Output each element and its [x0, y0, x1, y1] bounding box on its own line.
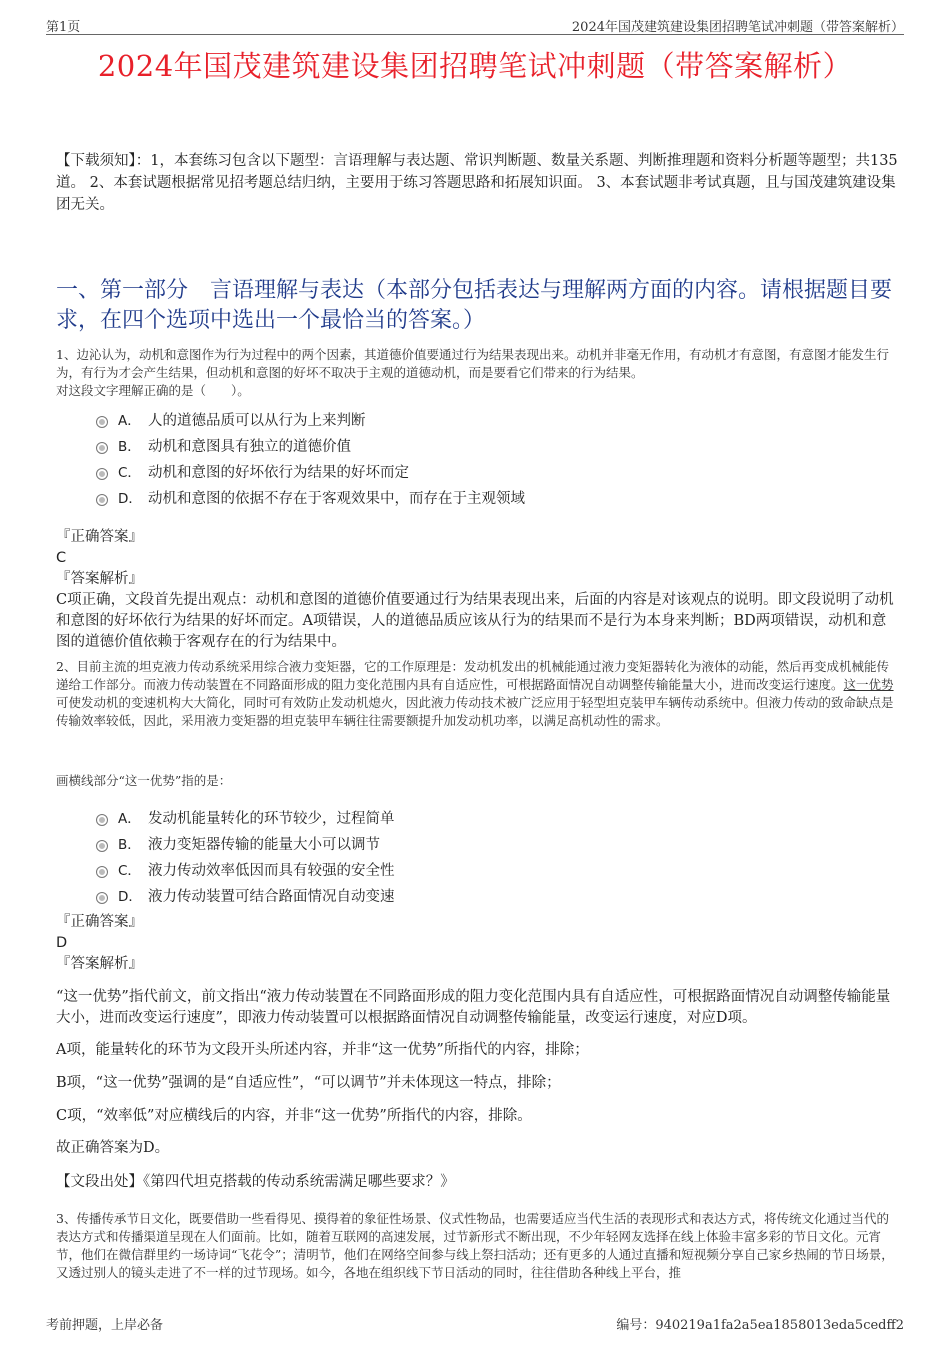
option-text: 液力变矩器传输的能量大小可以调节 [148, 836, 380, 853]
page-header [46, 14, 904, 35]
analysis-heading: 『答案解析』 [56, 571, 143, 587]
footer-serial: 编号：940219a1fa2a5ea1858013eda5cedff2 [616, 1318, 904, 1333]
correct-answer: D [56, 935, 68, 951]
radio-icon[interactable] [96, 814, 108, 826]
option-a[interactable] [96, 406, 856, 432]
radio-icon[interactable] [96, 866, 108, 878]
question-2-text-b: 可使发动机的变速机构大大简化，同时可有效防止发动机熄火，因此液力传动技术被广泛应用于轻型坦克装甲车辆传动系统中。但液力传动的致命缺点是传输效率较低，因此，采用液力变矩器的坦克装甲车辆往往需要额提升加发动机功率，以满足高机动性的需求。 [56, 695, 894, 728]
passage-source: 【文段出处】《第四代坦克搭载的传动系统需满足哪些要求？》 [56, 1174, 455, 1190]
radio-icon[interactable] [96, 442, 108, 454]
section-heading: 一、第一部分 言语理解与表达（本部分包括表达与理解两方面的内容。请根据题目要求，在四个选项中选出一个最恰当的答案。） [56, 278, 893, 333]
question-2-answer-block [56, 912, 898, 975]
question-2-prompt: 画横线部分“这一优势”指的是： [56, 773, 232, 788]
option-label: C． [118, 863, 141, 879]
option-text: 动机和意图具有独立的道德价值 [148, 438, 351, 455]
analysis-conclusion: 故正确答案为D。 [56, 1140, 170, 1156]
radio-icon[interactable] [96, 494, 108, 506]
question-1-text: 1、边沁认为，动机和意图作为行为过程中的两个因素，其道德价值要通过行为结果表现出来。动机并非毫无作用，有动机才有意图，有意图才能发生行为，有行为才会产生结果，但动机和意图的好坏不取决于主观的道德动机，而是要看它们带来的行为结果。 [56, 347, 889, 380]
answer-heading: 『正确答案』 [56, 914, 143, 930]
underlined-phrase: 这一优势 [843, 677, 894, 692]
option-label: D． [118, 491, 142, 507]
answer-heading: 『正确答案』 [56, 529, 143, 545]
question-1-prompt: 对这段文字理解正确的是（ ）。 [56, 383, 250, 398]
option-c[interactable] [96, 458, 856, 484]
page-title: 2024年国茂建筑建设集团招聘笔试冲刺题（带答案解析） [97, 49, 853, 83]
radio-icon[interactable] [96, 840, 108, 852]
question-2-options [96, 804, 856, 908]
analysis-paragraph-4: C项，“效率低”对应横线后的内容，并非“这一优势”所指代的内容，排除。 [56, 1108, 532, 1124]
option-label: C． [118, 465, 141, 481]
download-notice: 【下载须知】：1，本套练习包含以下题型：言语理解与表达题、常识判断题、数量关系题、判断推理题和资料分析题等题型；共135道。 2、本套试题根据常见招考题总结归纳，主要用于练习答题思路和拓展知识面。 3、本套试题非考试真题，且与国茂建筑建设集团无关。 [56, 153, 898, 213]
analysis-paragraph-3: B项，“这一优势”强调的是“自适应性”，“可以调节”并未体现这一特点，排除； [56, 1075, 561, 1091]
option-label: B． [118, 439, 141, 455]
analysis-paragraph-2: A项，能量转化的环节为文段开头所述内容，并非“这一优势”所指代的内容，排除； [56, 1042, 589, 1058]
question-2-text [56, 658, 898, 730]
analysis-paragraph-1: “这一优势”指代前文，前文指出“液力传动装置在不同路面形成的阻力变化范围内具有自适应性，可根据路面情况自动调整传输能量大小，进而改变运行速度”，即液力传动装置可以根据路面情况自动调整传输能量，改变运行速度，对应D项。 [56, 989, 891, 1026]
option-b[interactable] [96, 830, 856, 856]
analysis-heading: 『答案解析』 [56, 956, 143, 972]
option-text: 液力传动效率低因而具有较强的安全性 [148, 862, 395, 879]
option-label: B． [118, 837, 141, 853]
question-3-stem: 3、传播传承节日文化，既要借助一些看得见、摸得着的象征性场景、仪式性物品，也需要适应当代生活的表现形式和表达方式，将传统文化通过当代的表达方式和传播渠道呈现在人们面前。比如，随着互联网的高速发展，过节新形式不断出现，不少年轻网友选择在线上体验丰富多彩的节日文化。元宵节，他们在微信群里约一场诗词“飞花令”；清明节，他们在网络空间参与线上祭扫活动；还有更多的人通过直播和短视频分享自己家乡热闹的节日场景，又透过别人的镜头走进了不一样的过节现场。如今，各地在组织线下节日活动的同时，往往借助各种线上平台，推 [56, 1211, 894, 1280]
option-d[interactable] [96, 484, 856, 510]
question-1-answer-block [56, 527, 898, 653]
radio-icon[interactable] [96, 468, 108, 480]
option-text: 液力传动装置可结合路面情况自动变速 [148, 888, 395, 905]
correct-answer: C [56, 550, 67, 566]
question-2-stem [56, 658, 898, 730]
footer-slogan: 考前押题，上岸必备 [46, 1318, 164, 1333]
option-a[interactable] [96, 804, 856, 830]
option-text: 动机和意图的依据不存在于客观效果中，而存在于主观领域 [148, 490, 525, 507]
question-1-options [96, 406, 856, 510]
option-b[interactable] [96, 432, 856, 458]
option-label: A． [118, 413, 141, 429]
option-text: 发动机能量转化的环节较少，过程简单 [148, 810, 395, 827]
header-page-number: 第1页 [46, 20, 81, 35]
radio-icon[interactable] [96, 892, 108, 904]
option-text: 人的道德品质可以从行为上来判断 [148, 412, 366, 429]
question-2-text-a: 2、目前主流的坦克液力传动系统采用综合液力变矩器，它的工作原理是：发动机发出的机械能通过液力变矩器转化为液体的动能，然后再变成机械能传递给工作部分。而液力传动装置在不同路面形成的阻力变化范围内具有自适应性，可根据路面情况自动调整传输能量大小，进而改变运行速度。 [56, 659, 889, 692]
analysis-text: C项正确，文段首先提出观点：动机和意图的道德价值要通过行为结果表现出来，后面的内容是对该观点的说明。即文段说明了动机和意图的好坏依行为结果的好坏而定。A项错误，人的道德品质应该从行为的结果而不是行为本身来判断；BD两项错误，动机和意图的道德价值依赖于客观存在的行为结果中。 [56, 592, 894, 650]
option-c[interactable] [96, 856, 856, 882]
option-text: 动机和意图的好坏依行为结果的好坏而定 [148, 464, 409, 481]
option-d[interactable] [96, 882, 856, 908]
header-doc-title: 2024年国茂建筑建设集团招聘笔试冲刺题（带答案解析） [571, 20, 904, 35]
radio-icon[interactable] [96, 416, 108, 428]
option-label: D． [118, 889, 142, 905]
option-label: A． [118, 811, 141, 827]
question-1-stem [56, 346, 898, 400]
